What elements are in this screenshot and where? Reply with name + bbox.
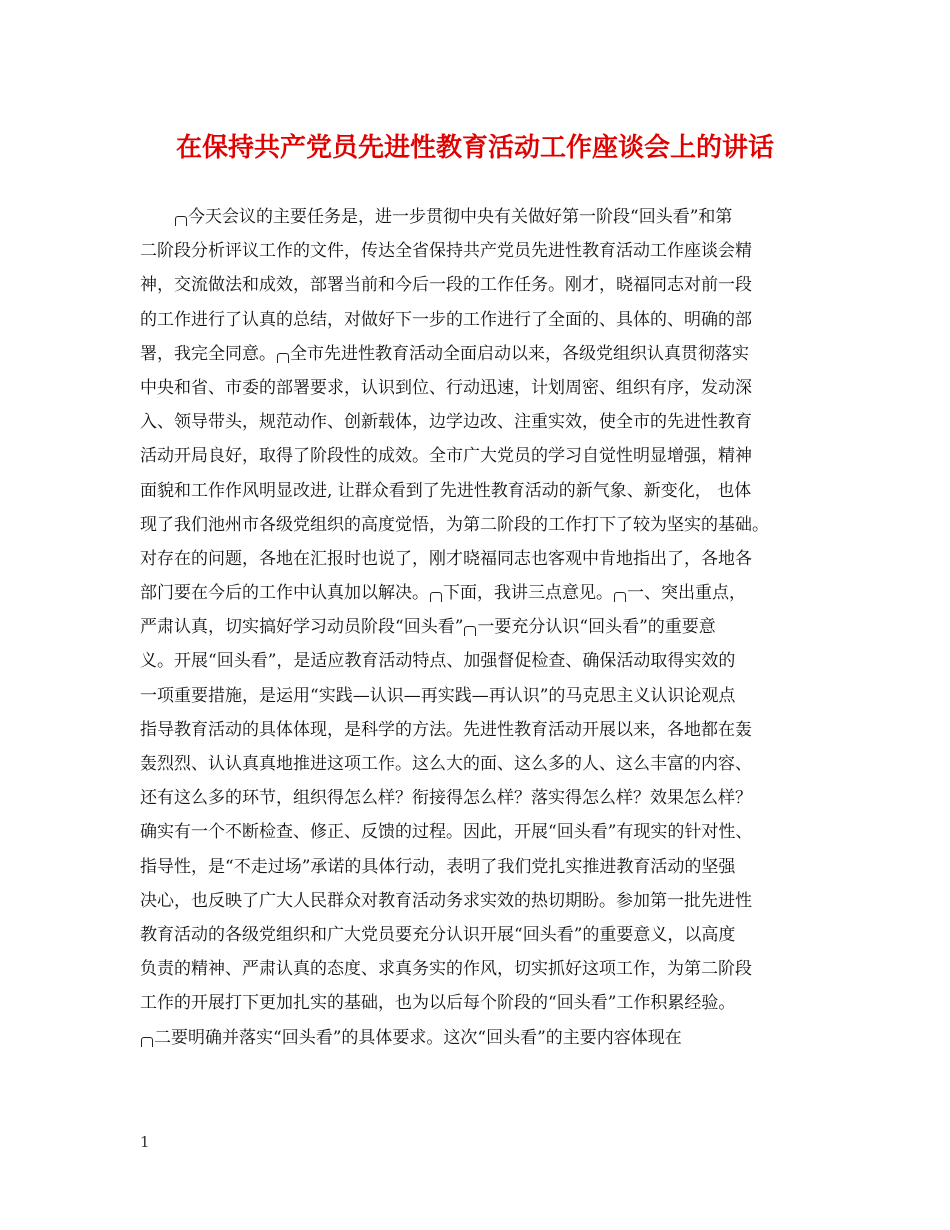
body-line: 活动开局良好，取得了阶段性的成效。全市广大党员的学习自觉性明显增强，精神 bbox=[140, 446, 752, 467]
document-title: 在保持共产党员先进性教育活动工作座谈会上的讲话 bbox=[175, 133, 774, 163]
body-line: 还有这么多的环节，组织得怎么样？衔接得怎么样？落实得怎么样？效果怎么样？ bbox=[140, 788, 752, 809]
body-line: 二阶段分析评议工作的文件，传达全省保持共产党员先进性教育活动工作座谈会精 bbox=[140, 241, 752, 262]
body-line: 二要明确并落实“回头看”的具体要求。这次“回头看”的主要内容体现在 bbox=[140, 1021, 820, 1055]
paragraph-mark-icon bbox=[174, 213, 187, 226]
body-line: 指导教育活动的具体体现，是科学的方法。先进性教育活动开展以来，各地都在轰 bbox=[140, 719, 752, 740]
body-line: 今天会议的主要任务是，进一步贯彻中央有关做好第一阶段“回头看”和第 bbox=[140, 200, 820, 234]
page-number: 1 bbox=[140, 1133, 150, 1151]
body-line: 署，我完全同意。 全市先进性教育活动全面启动以来，各级党组织认真贯彻落实 bbox=[140, 343, 749, 364]
body-line: 的工作进行了认真的总结，对做好下一步的工作进行了全面的、具体的、明确的部 bbox=[140, 309, 752, 330]
paragraph-mark-icon bbox=[429, 589, 442, 602]
paragraph-mark-icon bbox=[276, 350, 289, 363]
body-line: 教育活动的各级党组织和广大党员要充分认识开展“回头看”的重要意义，以高度 bbox=[140, 924, 736, 945]
paragraph-mark-icon bbox=[140, 1034, 153, 1047]
body-line: 确实有一个不断检查、修正、反馈的过程。因此，开展“回头看”有现实的针对性、 bbox=[140, 822, 753, 843]
paragraph-mark-icon bbox=[613, 589, 626, 602]
body-line: 指导性，是“不走过场”承诺的具体行动，表明了我们党扎实推进教育活动的坚强 bbox=[140, 856, 736, 877]
body-line: 决心，也反映了广大人民群众对教育活动务求实效的热切期盼。参加第一批先进性 bbox=[140, 890, 752, 911]
paragraph-mark-icon bbox=[463, 623, 476, 636]
body-line: 部门要在今后的工作中认真加以解决。 下面，我讲三点意见。 一、突出重点， bbox=[140, 583, 746, 604]
body-line: 轰烈烈、认认真真地推进这项工作。这么大的面、这么多的人、这么丰富的内容、 bbox=[140, 754, 752, 774]
body-line: 入、领导带头，规范动作、创新载体，边学边改、注重实效，使全市的先进性教育 bbox=[140, 412, 752, 433]
body-line: 工作的开展打下更加扎实的基础，也为以后每个阶段的“回头看”工作积累经验。 bbox=[140, 993, 736, 1014]
body-line: 中央和省、市委的部署要求，认识到位、行动迅速，计划周密、组织有序，发动深 bbox=[140, 377, 752, 398]
body-line: 面貌和工作作风明显改进, 让群众看到了先进性教育活动的新气象、新变化， 也体 bbox=[140, 480, 752, 501]
body-line: 一项重要措施，是运用“实践—认识—再实践—再认识”的马克思主义认识论观点 bbox=[140, 685, 736, 706]
body-line: 负责的精神、严肃认真的态度、求真务实的作风，切实抓好这项工作，为第二阶段 bbox=[140, 959, 752, 980]
document-body bbox=[140, 200, 820, 1055]
body-line: 现了我们池州市各级党组织的高度觉悟，为第二阶段的工作打下了较为坚实的基础。 bbox=[140, 514, 769, 535]
body-line: 严肃认真，切实搞好学习动员阶段“回头看” 一要充分认识“回头看”的重要意 bbox=[140, 617, 716, 638]
body-line: 对存在的问题，各地在汇报时也说了，刚才晓福同志也客观中肯地指出了，各地各 bbox=[140, 548, 752, 569]
body-line: 神，交流做法和成效，部署当前和今后一段的工作任务。刚才，晓福同志对前一段 bbox=[140, 275, 752, 296]
body-line: 义。开展“回头看”，是适应教育活动特点、加强督促检查、确保活动取得实效的 bbox=[140, 651, 736, 672]
